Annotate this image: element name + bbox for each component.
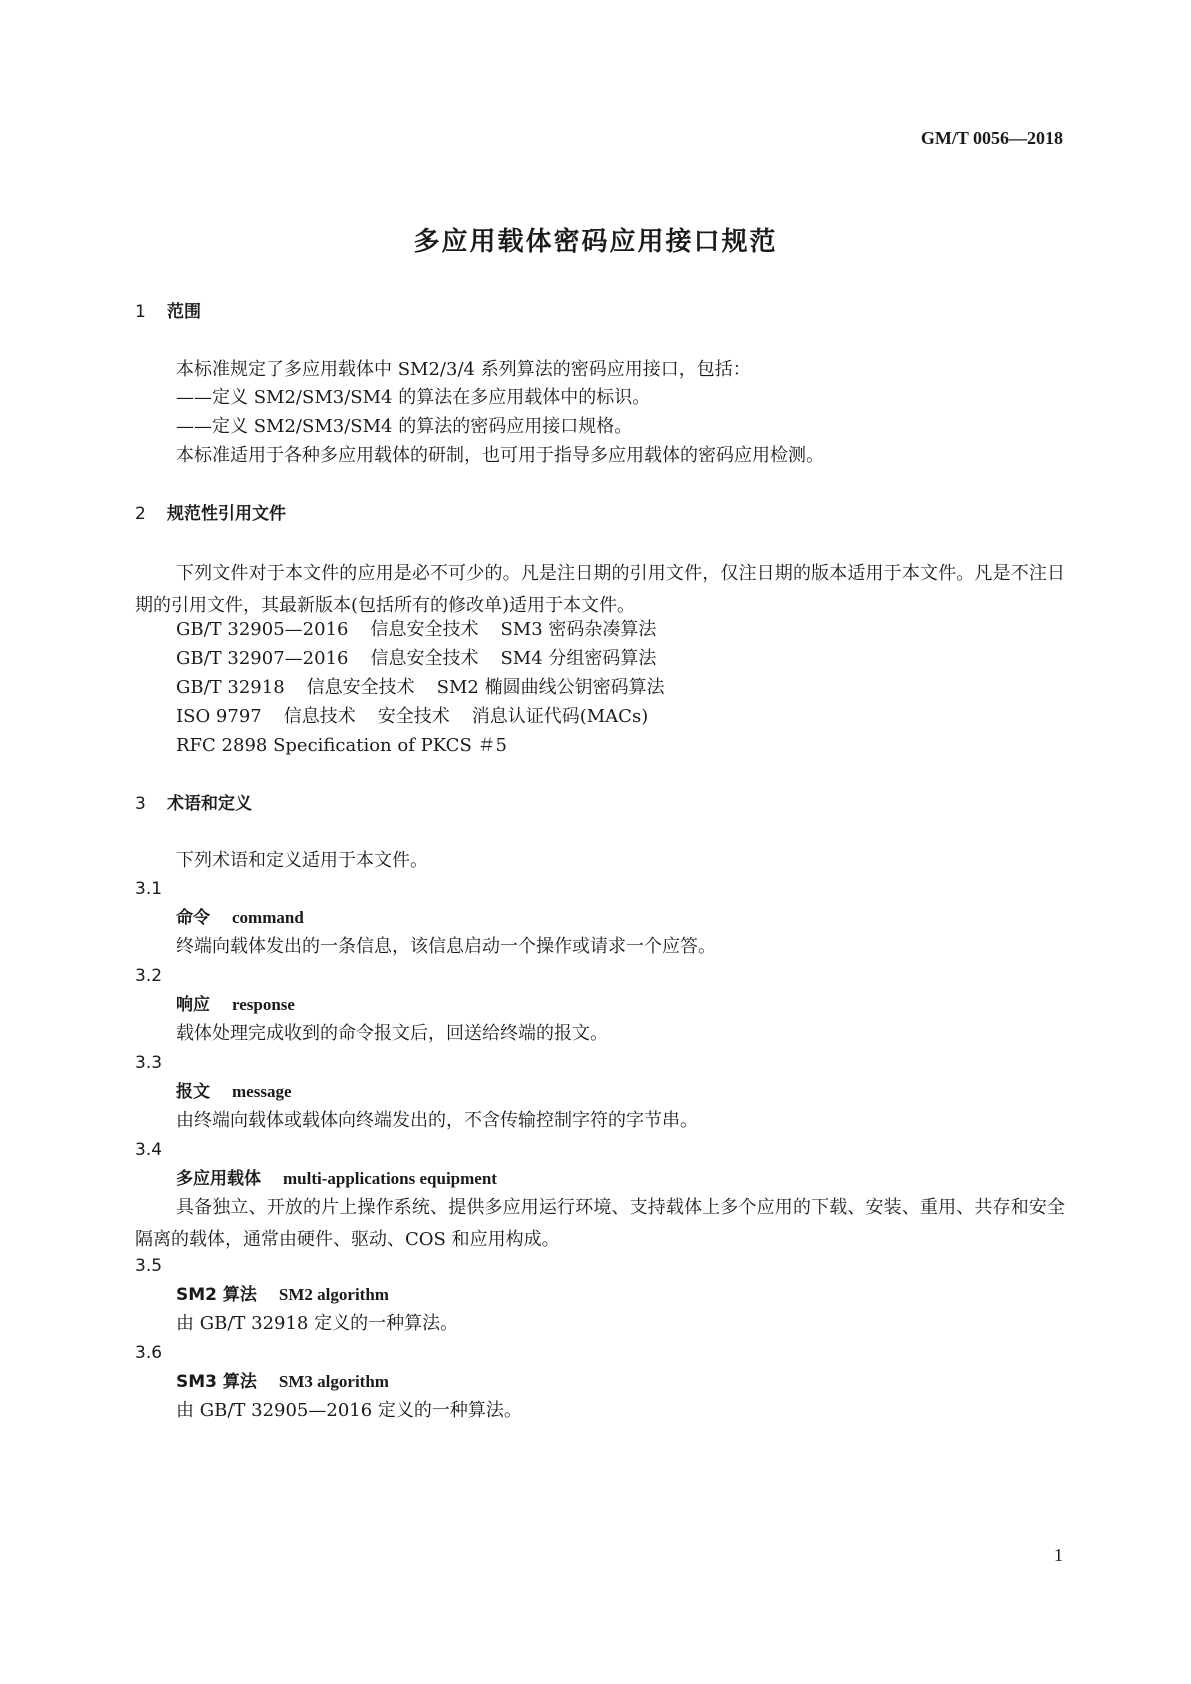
term-definition: 载体处理完成收到的命令报文后，回送给终端的报文。 [176,1023,608,1044]
term-zh: 报文 [176,1082,210,1102]
section-title: 术语和定义 [167,794,252,814]
term-zh: SM3 算法 [176,1372,257,1392]
references-intro: 下列文件对于本文件的应用是必不可少的。凡是注日期的引用文件，仅注日期的版本适用于本文件。凡是不注日期的引用文件，其最新版本(包括所有的修改单)适用于本文件。 [135,563,1065,616]
term-entry [176,1080,291,1104]
term-entry [176,1167,497,1191]
section-number: 3 [135,794,146,814]
standard-code: GM/T 0056—2018 [920,128,1063,148]
term-entry [176,1370,389,1394]
section-number: 1 [135,302,146,322]
term-zh: 命令 [176,908,210,928]
section-heading-scope [135,300,201,324]
term-entry [176,906,304,930]
reference-item [176,646,656,672]
reference-field-2: 安全技术 [377,706,450,727]
term-zh: SM2 算法 [176,1285,257,1305]
reference-item: RFC 2898 Specification of PKCS ＃5 [176,735,507,756]
term-en: message [232,1082,292,1101]
reference-field: 信息技术 [283,706,356,727]
reference-field: 信息安全技术 [306,677,415,698]
reference-name: SM3 密码杂凑算法 [500,619,657,640]
scope-line: 本标准适用于各种多应用载体的研制，也可用于指导多应用载体的密码应用检测。 [176,445,824,466]
term-en: response [232,995,295,1014]
reference-item [176,617,656,643]
section-heading-references [135,502,286,526]
terms-intro: 下列术语和定义适用于本文件。 [176,850,428,871]
clause-number: 3.6 [135,1343,163,1363]
scope-line: ——定义 SM2/SM3/SM4 的算法在多应用载体中的标识。 [176,387,651,408]
reference-code: ISO 9797 [176,706,262,727]
section-title: 范围 [167,302,201,322]
clause-number: 3.1 [135,879,163,899]
reference-field: 信息安全技术 [370,619,479,640]
clause-number: 3.2 [135,966,163,986]
scope-line: 本标准规定了多应用载体中 SM2/3/4 系列算法的密码应用接口，包括： [176,359,751,380]
term-definition: 终端向载体发出的一条信息，该信息启动一个操作或请求一个应答。 [176,936,716,957]
reference-name: SM2 椭圆曲线公钥密码算法 [436,677,665,698]
document-title: 多应用载体密码应用接口规范 [413,227,778,257]
term-definition: 由 GB/T 32905—2016 定义的一种算法。 [176,1400,522,1421]
term-entry [176,1283,389,1307]
reference-item [176,704,648,730]
section-number: 2 [135,504,146,524]
section-title: 规范性引用文件 [167,504,286,524]
term-definition: 具备独立、开放的片上操作系统、提供多应用运行环境、支持载体上多个应用的下载、安装、重用、共存和安全隔离的载体，通常由硬件、驱动、COS 和应用构成。 [135,1197,1065,1250]
clause-number: 3.3 [135,1053,163,1073]
term-en: SM3 algorithm [278,1372,389,1391]
reference-name: SM4 分组密码算法 [500,648,657,669]
reference-code: GB/T 32918 [176,677,285,698]
section-heading-terms [135,792,252,816]
reference-field: 信息安全技术 [370,648,479,669]
term-zh: 响应 [176,995,210,1015]
term-definition: 由 GB/T 32918 定义的一种算法。 [176,1313,459,1334]
term-en: multi-applications equipment [283,1169,497,1188]
term-definition: 由终端向载体或载体向终端发出的，不含传输控制字符的字节串。 [176,1110,698,1131]
term-entry [176,993,295,1017]
reference-code: GB/T 32905—2016 [176,619,349,640]
term-zh: 多应用载体 [176,1169,261,1189]
term-en: SM2 algorithm [278,1285,389,1304]
clause-number: 3.4 [135,1140,163,1160]
page-number: 1 [1054,1545,1063,1565]
reference-name: 消息认证代码(MACs) [471,706,649,727]
scope-line: ——定义 SM2/SM3/SM4 的算法的密码应用接口规格。 [176,416,633,437]
reference-item [176,675,665,701]
term-en: command [232,908,304,927]
clause-number: 3.5 [135,1256,163,1276]
reference-code: GB/T 32907—2016 [176,648,349,669]
